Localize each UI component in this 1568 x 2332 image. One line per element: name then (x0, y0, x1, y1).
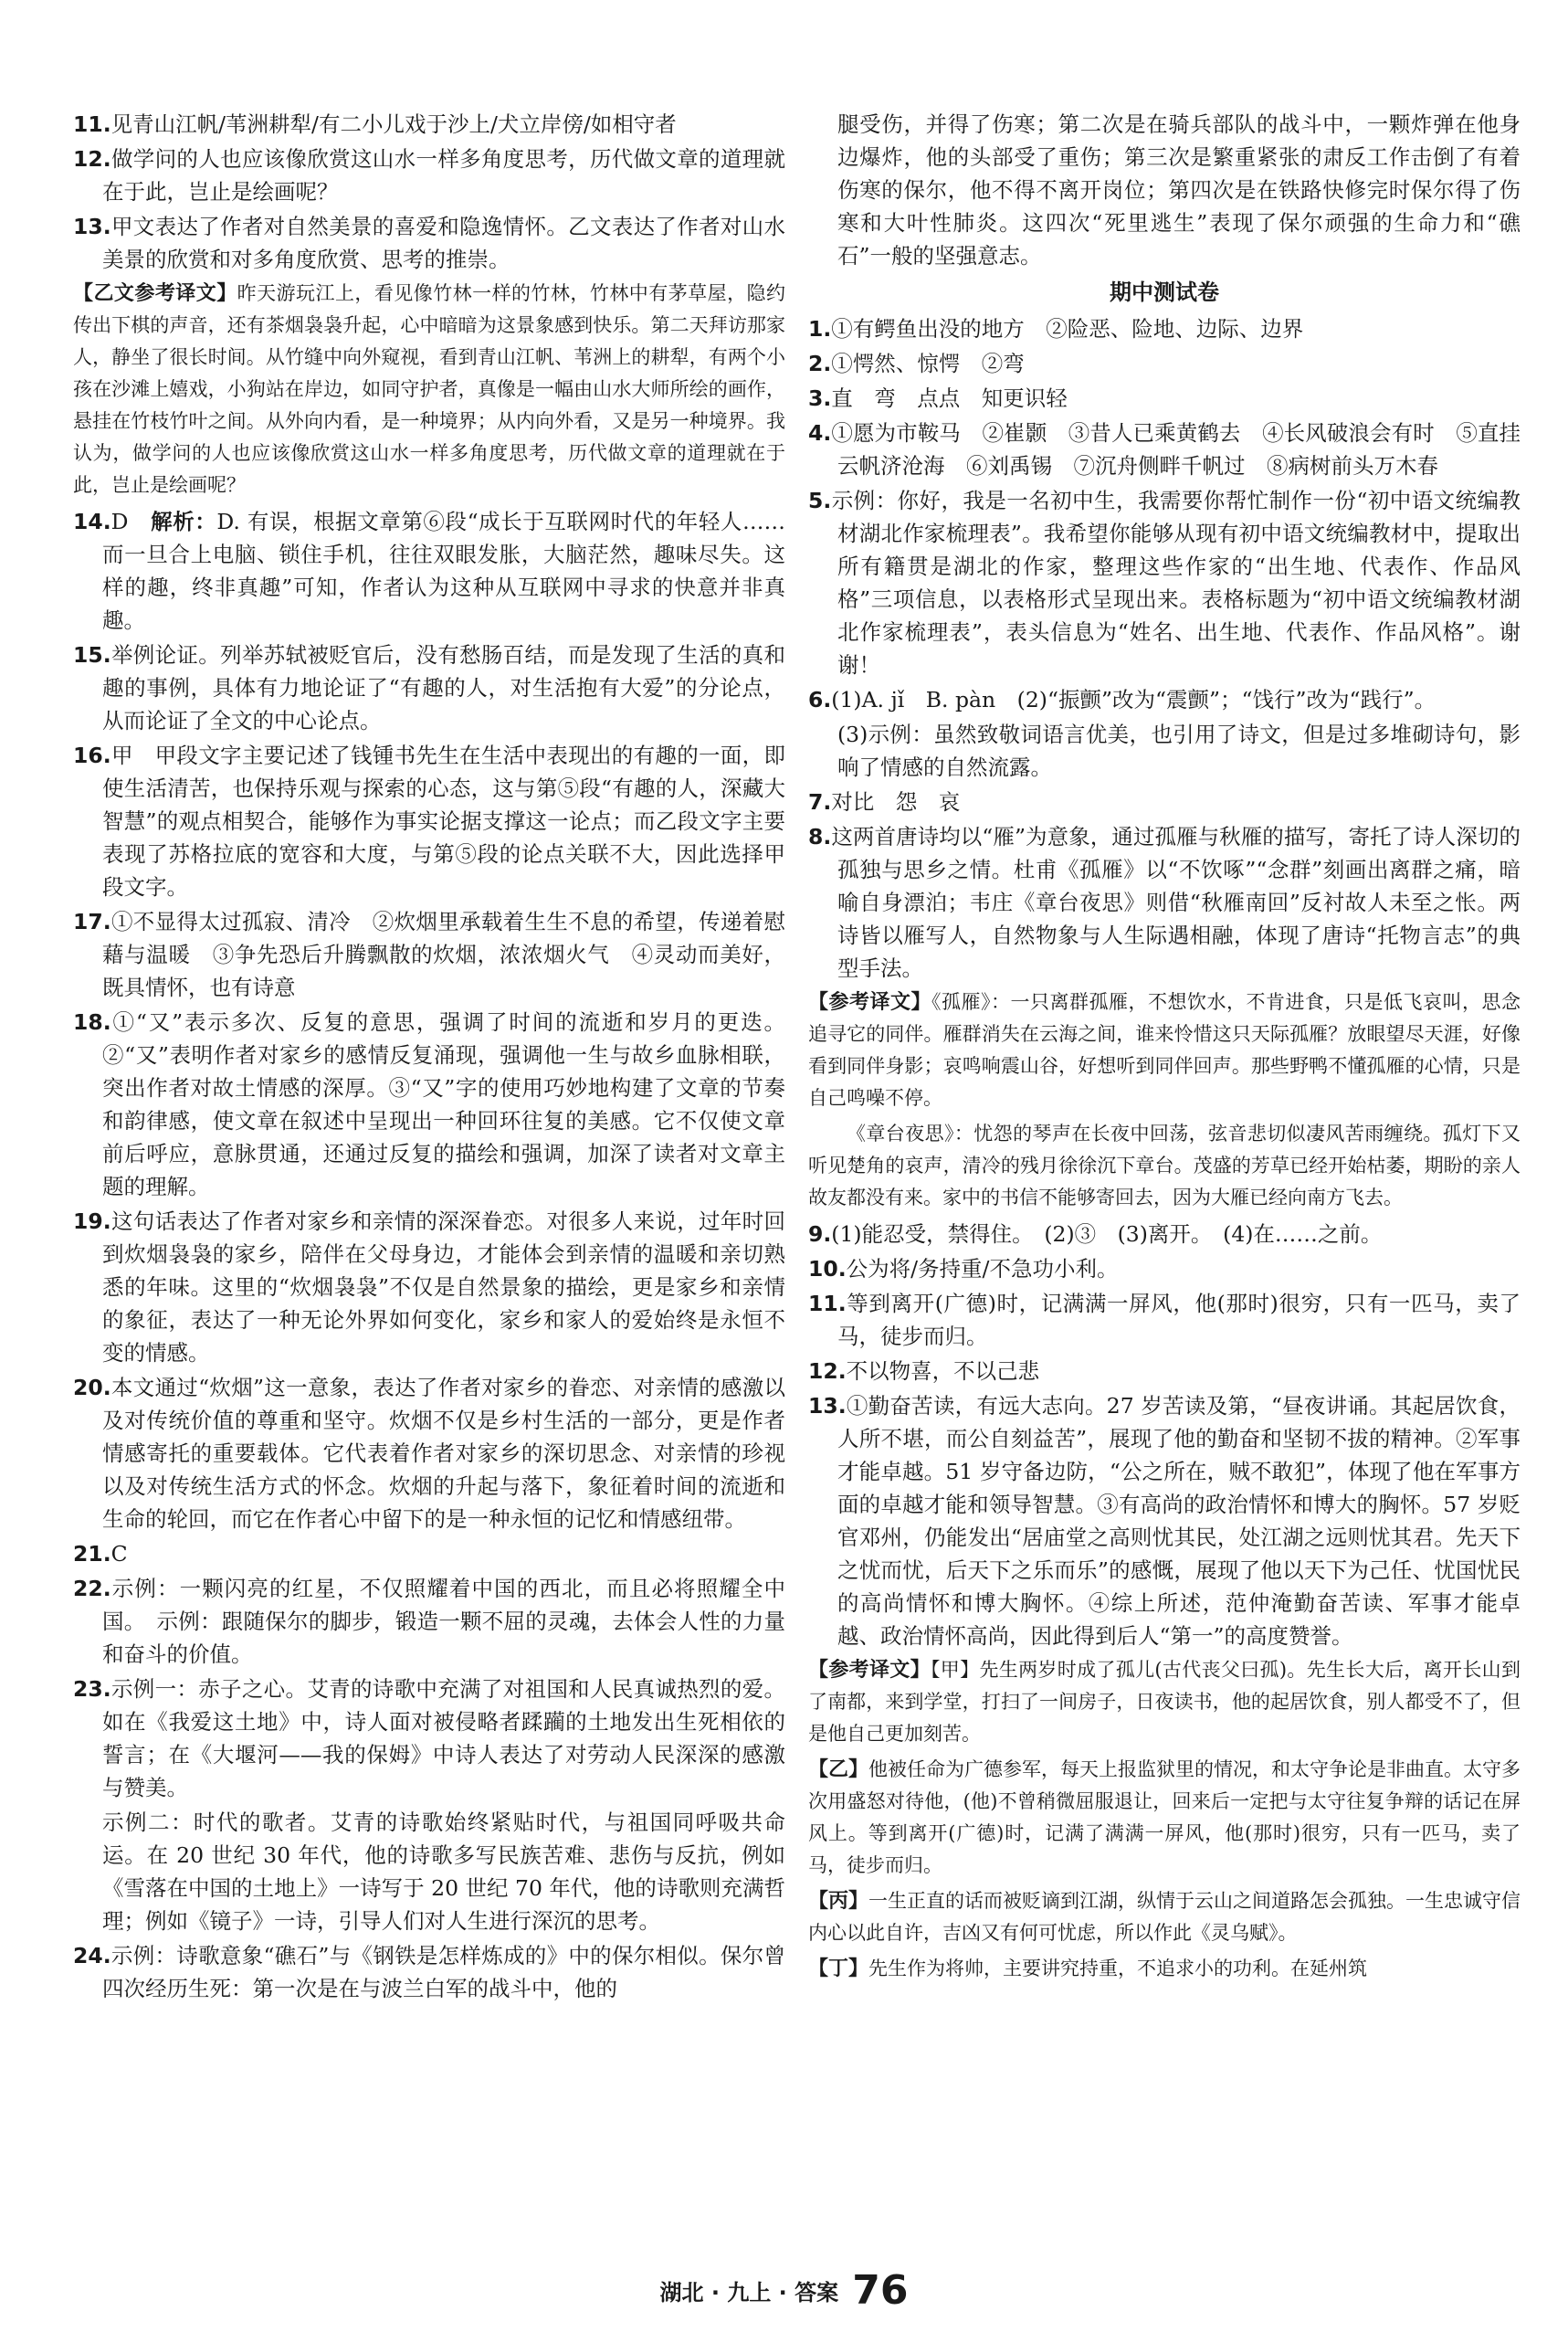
answer-number: 17. (73, 909, 111, 934)
answer-text: 这两首唐诗均以“雁”为意象，通过孤雁与秋雁的描写，寄托了诗人深切的孤独与思乡之情。杜甫《孤雁》以“不饮啄”“念群”刻画出离群之痛，暗喻自身漂泊；韦庄《章台夜思》则借“秋雁南回”反衬故人未至之怅。两诗皆以雁写人，自然物象与人生际遇相融，体现了唐诗“托物言志”的典型手法。 (831, 824, 1521, 981)
answer-continuation: 示例二：时代的歌者。艾青的诗歌始终紧贴时代，与祖国同呼吸共命运。在 20 世纪 30 年代，他的诗歌多写民族苦难、悲伤与反抗，例如《雪落在中国的土地上》一诗写于 20 世纪 70 年代，他的诗歌则充满哲理；例如《镜子》一诗，引导人们对人生进行深沉的思考。 (102, 1810, 785, 1934)
answer-number: 24. (73, 1943, 111, 1968)
reference-text: 昨天游玩江上，看见像竹林一样的竹林，竹林中有茅草屋，隐约传出下棋的声音，还有茶烟袅袅升起，心中暗暗为这景象感到快乐。第二天拜访那家人，静坐了很长时间。从竹缝中向外窥视，看到青山江帆、苇洲上的耕犁，有两个小孩在沙滩上嬉戏，小狗站在岸边，如同守护者，真像是一幅由山水大师所绘的画作，悬挂在竹枝竹叶之间。从外向内看，是一种境界；从内向外看，又是另一种境界。我认为，做学问的人也应该像欣赏这山水一样多角度思考，历代做文章的道理就在于此，岂止是绘画呢？ (73, 282, 785, 496)
analysis-label: 解析： (151, 509, 217, 534)
answer-item (73, 108, 785, 141)
answer-text: 见青山江帆/苇洲耕犁/有二小儿戏于沙上/犬立岸傍/如相守者 (110, 111, 677, 137)
answer-item (808, 382, 1521, 415)
reference-translation (808, 987, 1521, 1114)
answer-item (808, 1355, 1521, 1388)
section-title: 期中测试卷 (1110, 280, 1219, 305)
answer-item (808, 1218, 1521, 1250)
answer-item (73, 142, 785, 208)
answer-text: 示例：诗歌意象“礁石”与《钢铁是怎样炼成的》中的保尔相似。保尔曾四次经历生死：第一次是在与波兰白军的战斗中，他的 (102, 1943, 785, 2001)
answer-number: 8. (808, 824, 832, 849)
answer-number: 7. (808, 789, 832, 815)
answer-item (73, 1939, 785, 2005)
answer-text: 示例：一颗闪亮的红星，不仅照耀着中国的西北，而且必将照耀全中国。 示例：跟随保尔的脚步，锻造一颗不屈的灵魂，去体会人性的力量和奋斗的价值。 (102, 1576, 785, 1667)
reference-translation (808, 1754, 1521, 1882)
answer-number: 4. (808, 420, 832, 446)
answer-item (808, 484, 1521, 681)
answer-text: 公为将/务持重/不急功小利。 (846, 1256, 1119, 1282)
answer-text: ①“又”表示多次、反复的意思，强调了时间的流逝和岁月的更迭。②“又”表明作者对家乡的感情反复涌现，强调他一生与故乡血脉相联，突出作者对故土情感的深厚。③“又”字的使用巧妙地构建了文章的节奏和韵律感，使文章在叙述中呈现出一种回环往复的美感。它不仅使文章前后呼应，意脉贯通，还通过反复的描绘和强调，加深了读者对文章主题的理解。 (102, 1009, 785, 1199)
right-column (808, 108, 1521, 1989)
footer-label: 湖北 · 九上 · 答案 (659, 2280, 839, 2306)
answer-number: 11. (808, 1291, 847, 1316)
answer-number: 12. (808, 1358, 847, 1384)
answer-text: 直 弯 点点 知更识轻 (831, 385, 1068, 411)
answer-number: 12. (73, 146, 111, 172)
reference-text: 【甲】先生两岁时成了孤儿(古代丧父曰孤)。先生长大后，离开长山到了南都，来到学堂，打扫了一间房子，日夜读书，他的起居饮食，别人都受不了，但是他自己更加刻苦。 (808, 1659, 1521, 1745)
reference-translation (808, 1953, 1521, 1985)
answer-text: 本文通过“炊烟”这一意象，表达了作者对家乡的眷恋、对亲情的感激以及对传统价值的尊重和坚守。炊烟不仅是乡村生活的一部分，更是作者情感寄托的重要载体。它代表着作者对家乡的深切思念、对亲情的珍视以及对传统生活方式的怀念。炊烟的升起与落下，象征着时间的流逝和生命的轮回，而它在作者心中留下的是一种永恒的记忆和情感纽带。 (102, 1375, 785, 1532)
answer-number: 14. (73, 509, 111, 534)
answer-text: 示例一：赤子之心。艾青的诗歌中充满了对祖国和人民真诚热烈的爱。如在《我爱这土地》中，诗人面对被侵略者蹂躏的土地发出生死相依的誓言；在《大堰河——我的保姆》中诗人表达了对劳动人民深深的感激与赞美。 (102, 1676, 785, 1800)
answer-text: C (110, 1541, 128, 1567)
answer-item (808, 683, 1521, 716)
answer-number: 6. (808, 687, 832, 712)
reference-tag: 【丁】 (808, 1957, 869, 1980)
answer-number: 21. (73, 1541, 111, 1567)
answer-text: ①不显得太过孤寂、清冷 ②炊烟里承载着生生不息的希望，传递着慰藉与温暖 ③争先恐后升腾飘散的炊烟，浓浓烟火气 ④灵动而美好，既具情怀，也有诗意 (102, 909, 785, 1000)
answer-item (73, 210, 785, 276)
answer-number: 3. (808, 385, 832, 411)
answer-item (808, 1389, 1521, 1652)
answer-number: 23. (73, 1676, 111, 1702)
answer-item (73, 739, 785, 903)
answer-continuation: 腿受伤，并得了伤寒；第二次是在骑兵部队的战斗中，一颗炸弹在他身边爆炸，他的头部受了重伤；第三次是繁重紧张的肃反工作击倒了有着伤寒的保尔，他不得不离开岗位；第四次是在铁路快修完时保尔得了伤寒和大叶性肺炎。这四次“死里逃生”表现了保尔顽强的生命力和“礁石”一般的坚强意志。 (837, 111, 1521, 269)
answer-text: 甲 甲段文字主要记述了钱锺书先生在生活中表现出的有趣的一面，即使生活清苦，也保持乐观与探索的心态，这与第⑤段“有趣的人，深藏大智慧”的观点相契合，能够作为事实论据支撑这一论点；而乙段文字主要表现了苏格拉底的宽容和大度，与第⑤段的论点关联不大，因此选择甲段文字。 (102, 743, 785, 900)
answer-text: D (110, 509, 152, 534)
answer-number: 20. (73, 1375, 111, 1400)
answer-number: 18. (73, 1009, 111, 1035)
answer-text: 做学问的人也应该像欣赏这山水一样多角度思考，历代做文章的道理就在于此，岂止是绘画呢？ (102, 146, 785, 205)
answer-item (808, 417, 1521, 482)
reference-text: 先生作为将帅，主要讲究持重，不追求小的功利。在延州筑 (868, 1957, 1368, 1979)
reference-text: 《孤雁》：一只离群孤雁，不想饮水，不肯进食，只是低飞哀叫，思念追寻它的同伴。雁群消失在云海之间，谁来怜惜这只天际孤雁？放眼望尽天涯，好像看到同伴身影；哀鸣响震山谷，好想听到同伴回声。那些野鸭不懂孤雁的心情，只是自己鸣噪不停。 (808, 991, 1521, 1109)
reference-translation (808, 1654, 1521, 1750)
answer-item (808, 347, 1521, 380)
reference-translation: 《章台夜思》：忧怨的琴声在长夜中回荡，弦音悲切似凄风苦雨缠绕。孤灯下又听见楚角的哀声，清冷的残月徐徐沉下章台。茂盛的芳草已经开始枯萎，期盼的亲人故友都没有来。家中的书信不能够寄回去，因为大雁已经向南方飞去。 (808, 1123, 1521, 1208)
answer-text: 不以物喜，不以己悲 (846, 1358, 1040, 1384)
answer-number: 13. (73, 214, 111, 239)
answer-text: 举例论证。列举苏轼被贬官后，没有愁肠百结，而是发现了生活的真和趣的事例，具体有力地论证了“有趣的人，对生活抱有大爱”的分论点，从而论证了全文的中心论点。 (102, 642, 785, 733)
page-footer (0, 2267, 1568, 2314)
reference-translation (808, 1885, 1521, 1949)
reference-tag: 【参考译文】 (808, 1659, 931, 1682)
answer-item (808, 786, 1521, 818)
answer-text: ①愕然、惊愕 ②弯 (831, 351, 1025, 376)
answer-number: 15. (73, 642, 111, 668)
reference-tag: 【丙】 (808, 1890, 869, 1913)
answer-item (808, 312, 1521, 345)
left-column (73, 108, 785, 2007)
answer-number: 2. (808, 351, 832, 376)
reference-tag: 【乙文参考译文】 (73, 282, 237, 305)
answer-text: 对比 怨 哀 (831, 789, 961, 815)
answer-item (73, 1205, 785, 1369)
reference-text: 他被任命为广德参军，每天上报监狱里的情况，和太守争论是非曲直。太守多次用盛怒对待他，(他)不曾稍微屈服退让，回来后一定把与太守往复争辩的话记在屏风上。等到离开(广德)时，记满了满满一屏风，他(那时)很穷，只有一匹马，卖了马，徒步而归。 (808, 1758, 1521, 1876)
answer-number: 22. (73, 1576, 111, 1601)
answer-item (73, 1006, 785, 1203)
answer-text: 示例：你好，我是一名初中生，我需要你帮忙制作一份“初中语文统编教材湖北作家梳理表”。我希望你能够从现有初中语文统编教材中，提取出所有籍贯是湖北的作家，整理这些作家的“出生地、代表作、作品风格”三项信息，以表格形式呈现出来。表格标题为“初中语文统编教材湖北作家梳理表”，表头信息为“姓名、出生地、代表作、作品风格”。谢谢！ (831, 488, 1521, 678)
answer-number: 1. (808, 316, 832, 342)
answer-number: 13. (808, 1393, 847, 1419)
page-number: 76 (852, 2267, 909, 2314)
answer-item (808, 1287, 1521, 1353)
answer-number: 16. (73, 743, 111, 768)
answer-item (73, 1672, 785, 1804)
answer-item (73, 1537, 785, 1570)
answer-item (808, 1252, 1521, 1285)
answer-text: 甲文表达了作者对自然美景的喜爱和隐逸情怀。乙文表达了作者对山水美景的欣赏和对多角度欣赏、思考的推崇。 (102, 214, 785, 272)
answer-item (73, 1572, 785, 1671)
answer-text: ①勤奋苦读，有远大志向。27 岁苦读及第，“昼夜讲诵。其起居饮食，人所不堪，而公自刻益苦”，展现了他的勤奋和坚韧不拔的精神。②军事才能卓越。51 岁守备边防，“公之所在，贼不敢犯”，体现了他在军事方面的卓越才能和领导智慧。③有高尚的政治情怀和博大的胸怀。57 岁贬官邓州，仍能发出“居庙堂之高则忧其民，处江湖之远则忧其君。先天下之忧而忧，后天下之乐而乐”的感慨，展现了他以天下为己任、忧国忧民的高尚情怀和博大胸怀。④综上所述，范仲淹勤奋苦读、军事才能卓越、政治情怀高尚，因此得到后人“第一”的高度赞誉。 (837, 1393, 1521, 1649)
answer-number: 5. (808, 488, 832, 513)
answer-number: 10. (808, 1256, 847, 1282)
answer-text: 等到离开(广德)时，记满满一屏风，他(那时)很穷，只有一匹马，卖了马，徒步而归。 (837, 1291, 1521, 1349)
answer-item (808, 820, 1521, 985)
answer-text: ①愿为市鞍马 ②崔颢 ③昔人已乘黄鹤去 ④长风破浪会有时 ⑤直挂云帆济沧海 ⑥刘禹锡 ⑦沉舟侧畔千帆过 ⑧病树前头万木春 (831, 420, 1521, 479)
reference-tag: 【乙】 (808, 1758, 869, 1781)
answer-number: 9. (808, 1221, 832, 1247)
answer-text: (1)能忍受，禁得住。 (2)③ (3)离开。 (4)在……之前。 (831, 1221, 1383, 1247)
answer-continuation: (3)示例：虽然致敬词语言优美，也引用了诗文，但是过多堆砌诗句，影响了情感的自然流露。 (837, 722, 1521, 780)
answer-item (73, 505, 785, 637)
answer-text: 这句话表达了作者对家乡和亲情的深深眷恋。对很多人来说，过年时回到炊烟袅袅的家乡，陪伴在父母身边，才能体会到亲情的温暖和亲切熟悉的年味。这里的“炊烟袅袅”不仅是自然景象的描绘，更是家乡和亲情的象征，表达了一种无论外界如何变化，家乡和家人的爱始终是永恒不变的情感。 (102, 1208, 785, 1366)
reference-translation (73, 278, 785, 501)
answer-text: (1)A. jǐ B. pàn (2)“振颤”改为“震颤”；“饯行”改为“践行”。 (831, 687, 1436, 712)
answer-item (73, 905, 785, 1004)
answer-item (73, 638, 785, 737)
analysis-text: D. 有误，根据文章第⑥段“成长于互联网时代的年轻人……而一旦合上电脑、锁住手机，往往双眼发胀，大脑茫然，趣味尽失。这样的趣，终非真趣”可知，作者认为这种从互联网中寻求的快意并非真趣。 (102, 509, 785, 633)
answer-text: ①有鳄鱼出没的地方 ②险恶、险地、边际、边界 (831, 316, 1304, 342)
answer-item (73, 1371, 785, 1535)
answer-number: 11. (73, 111, 111, 137)
reference-text: 一生正直的话而被贬谪到江湖，纵情于云山之间道路怎会孤独。一生忠诚守信内心以此自许，吉凶又有何可忧虑，所以作此《灵乌赋》。 (808, 1890, 1521, 1944)
answer-number: 19. (73, 1208, 111, 1234)
reference-tag: 【参考译文】 (808, 991, 931, 1014)
